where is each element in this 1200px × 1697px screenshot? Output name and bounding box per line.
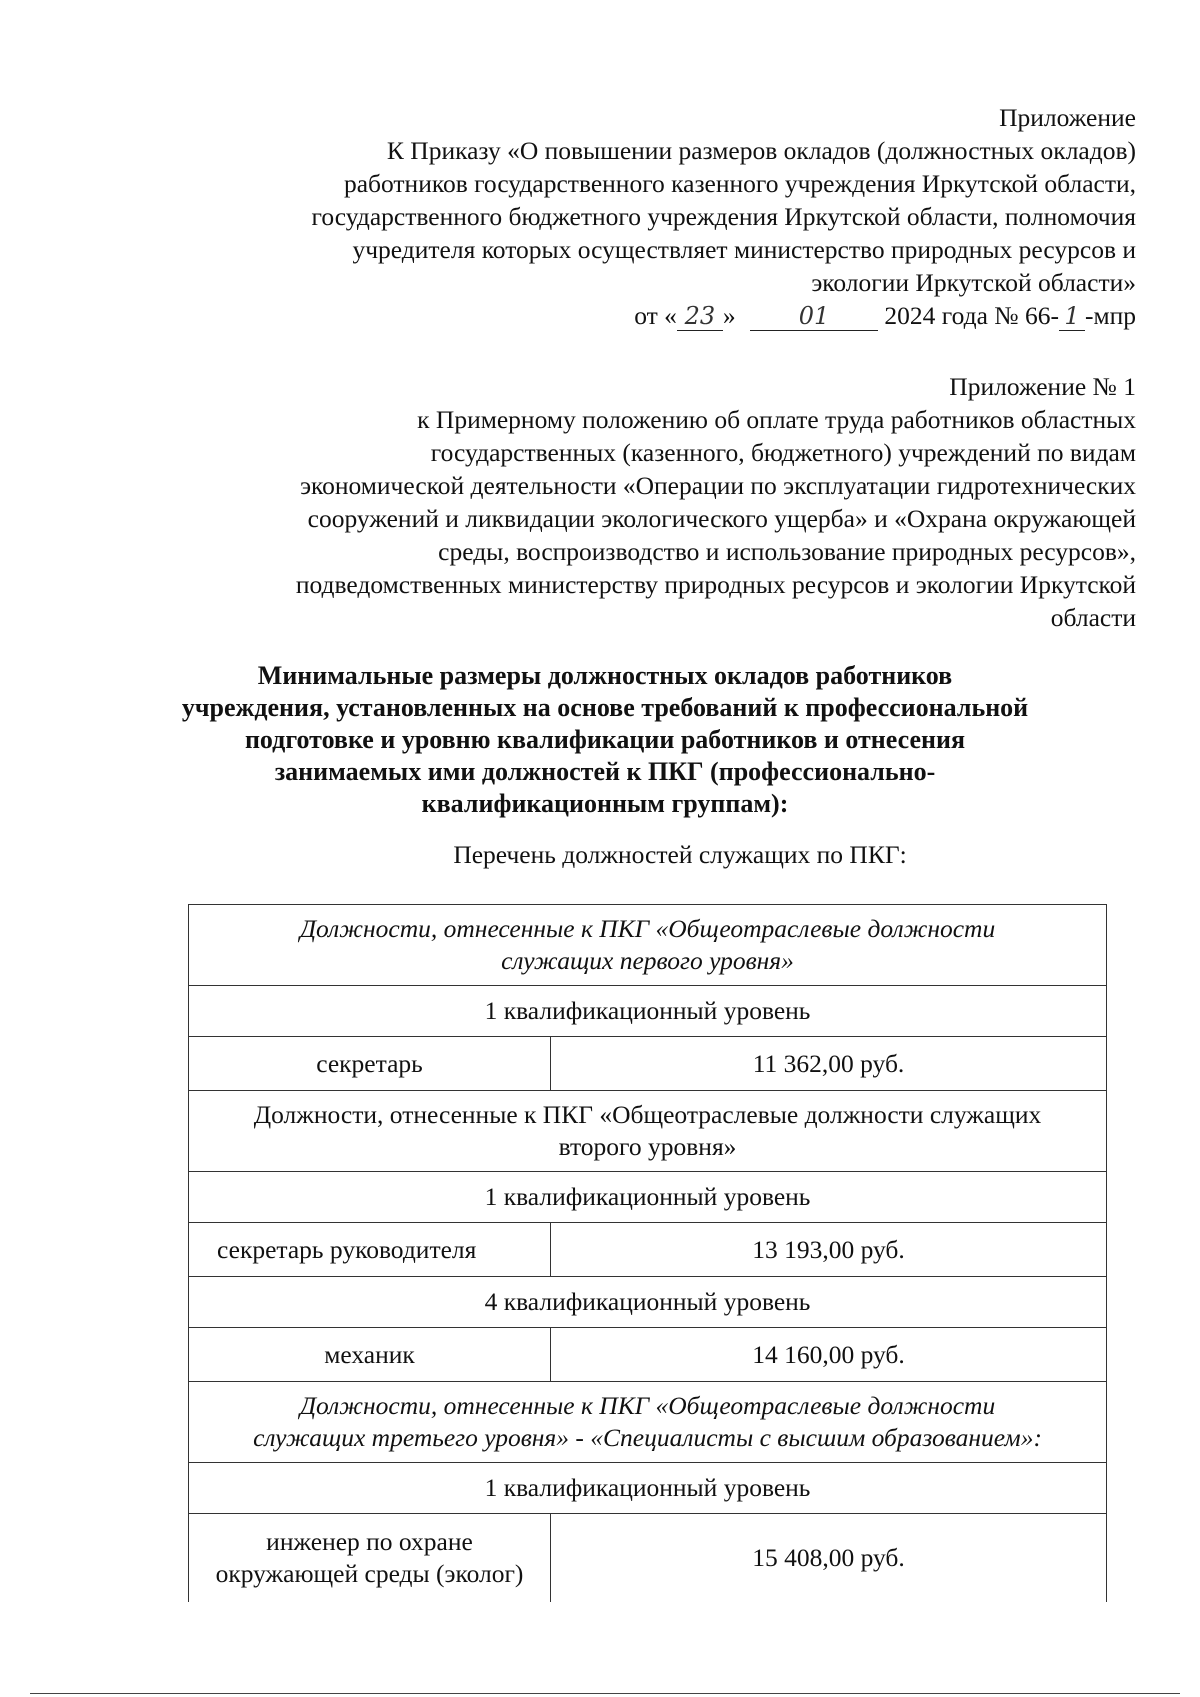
appendix-line: работников государственного казенного учреждения Иркутской области, [343,169,1136,198]
level-cell: 1 квалификационный уровень [189,1172,1107,1223]
salary-cell: 13 193,00 руб. [551,1223,1107,1277]
date-suffix: -мпр [1084,301,1136,330]
date-year-number: 2024 года № 66- [884,301,1059,330]
group-line: служащих третьего уровня» - «Специалисты с высшим образованием»: [253,1423,1042,1452]
salary-table [188,904,1107,1602]
group-row [189,1382,1107,1463]
group-line: Должности, отнесенные к ПКГ «Общеотраслевые должности [299,914,996,943]
appendix-line: государственного бюджетного учреждения Иркутской области, полномочия [311,202,1136,231]
group-line: Должности, отнесенные к ПКГ «Общеотраслевые должности [299,1391,996,1420]
title-line: Минимальные размеры должностных окладов работников [257,661,953,690]
appendix1-title: Приложение № 1 [949,372,1136,401]
table-caption: Перечень должностей служащих по ПКГ: [453,840,907,869]
title-line: учреждения, установленных на основе требований к профессиональной [181,693,1029,722]
group-line: служащих первого уровня» [501,946,794,975]
position-row [189,1514,1107,1603]
appendix1-line: сооружений и ликвидации экологического ущерба» и «Охрана окружающей [307,504,1136,533]
position-row [189,1037,1107,1091]
position-line: окружающей среды (эколог) [215,1559,524,1588]
appendix1-line: государственных (казенного, бюджетного) учреждений по видам [430,438,1136,467]
appendix-title: Приложение [999,103,1136,132]
appendix1-line: области [1050,603,1136,632]
appendix-line: учредителя которых осуществляет министерство природных ресурсов и [352,235,1136,264]
position-row [189,1223,1107,1277]
date-quote-close: » [722,301,736,330]
position-cell: секретарь руководителя [189,1223,551,1277]
group-cell [189,905,1107,986]
title-line: подготовке и уровню квалификации работников и отнесения [244,725,966,754]
appendix1-line: к Примерному положению об оплате труда работников областных [417,405,1136,434]
appendix1-line: подведомственных министерству природных ресурсов и экологии Иркутской [295,570,1136,599]
title-line: квалификационным группам): [421,789,789,818]
group-row [189,1091,1107,1172]
level-cell: 1 квалификационный уровень [189,1463,1107,1514]
document-title [150,660,1060,820]
group-cell [189,1091,1107,1172]
position-cell: секретарь [189,1037,551,1091]
level-cell: 1 квалификационный уровень [189,986,1107,1037]
appendix-line: К Приказу «О повышении размеров окладов (должностных окладов) [386,136,1136,165]
position-line: инженер по охране [266,1527,473,1556]
appendix1-line: экономической деятельности «Операции по эксплуатации гидротехнических [300,471,1136,500]
level-cell: 4 квалификационный уровень [189,1277,1107,1328]
position-row [189,1328,1107,1382]
order-date-line [176,299,1136,332]
salary-cell: 15 408,00 руб. [551,1514,1107,1603]
salary-cell: 11 362,00 руб. [551,1037,1107,1091]
handwritten-day: 23 [677,302,723,331]
group-row [189,905,1107,986]
page-bottom-rule [30,1693,1180,1694]
group-line: второго уровня» [558,1132,737,1161]
position-cell: механик [189,1328,551,1382]
title-line: занимаемых ими должностей к ПКГ (профессионально- [274,757,936,786]
level-row [189,1463,1107,1514]
level-row [189,1172,1107,1223]
level-row [189,986,1107,1037]
appendix-header [176,101,1136,332]
date-prefix: от « [634,301,677,330]
appendix1-header [136,370,1136,634]
appendix-line: экологии Иркутской области» [811,268,1136,297]
appendix1-line: среды, воспроизводство и использование природных ресурсов», [438,537,1136,566]
handwritten-month: 01 [750,302,878,331]
salary-cell: 14 160,00 руб. [551,1328,1107,1382]
position-cell [189,1514,551,1603]
level-row [189,1277,1107,1328]
handwritten-number: 1 [1059,302,1085,331]
group-cell [189,1382,1107,1463]
group-line: Должности, отнесенные к ПКГ «Общеотраслевые должности служащих [253,1100,1042,1129]
